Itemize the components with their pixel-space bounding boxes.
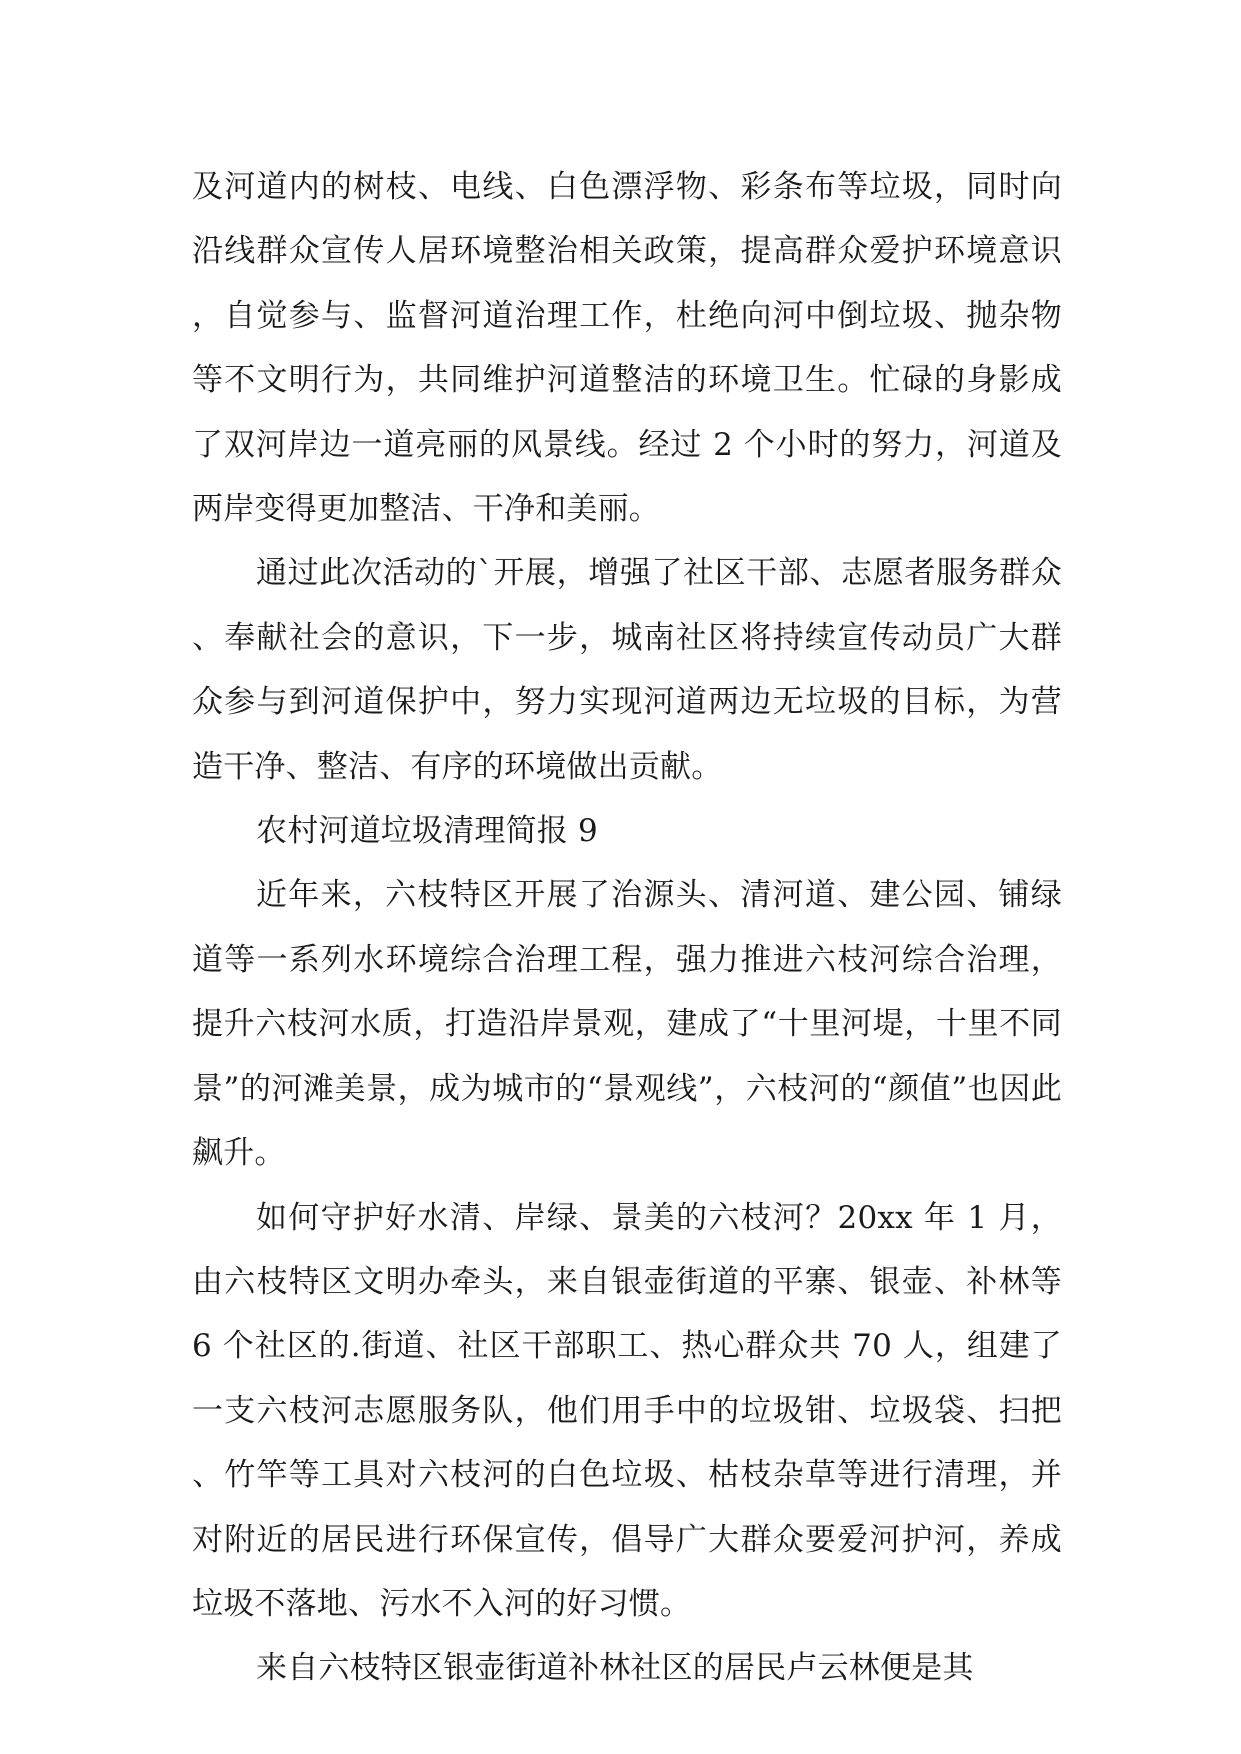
paragraph-4: 如何守护好水清、岸绿、景美的六枝河？20xx 年 1 月，由六枝特区文明办牵头，来自银壶街道的平寨、银壶、补林等 6 个社区的.街道、社区干部职工、热心群众共 70 人，组建了一支六枝河志愿服务队，他们用手中的垃圾钳、垃圾袋、扫把、竹竿等工具对六枝河的白色垃圾、枯枝杂草等进行清理，并对附近的居民进行环保宣传，倡导广大群众要爱河护河，养成垃圾不落地、污水不入河的好习惯。	[192, 1199, 1062, 1622]
paragraph-3: 近年来，六枝特区开展了治源头、清河道、建公园、铺绿道等一系列水环境综合治理工程，强力推进六枝河综合治理，提升六枝河水质，打造沿岸景观，建成了“十里河堤，十里不同景”的河滩美景，成为城市的“景观线”，六枝河的“颜值”也因此飙升。	[192, 877, 1062, 1172]
section-title: 农村河道垃圾清理简报 9	[256, 813, 598, 850]
paragraph-5: 来自六枝特区银壶街道补林社区的居民卢云林便是其	[256, 1650, 974, 1687]
paragraph-2: 通过此次活动的`开展，增强了社区干部、志愿者服务群众、奉献社会的意识，下一步，城南社区将持续宣传动员广大群众参与到河道保护中，努力实现河道两边无垃圾的目标，为营造干净、整洁、有序的环境做出贡献。	[192, 555, 1062, 785]
document-page	[192, 155, 1062, 1701]
paragraph-1: 及河道内的树枝、电线、白色漂浮物、彩条布等垃圾，同时向沿线群众宣传人居环境整治相关政策，提高群众爱护环境意识，自觉参与、监督河道治理工作，杜绝向河中倒垃圾、抛杂物等不文明行为，共同维护河道整洁的环境卫生。忙碌的身影成了双河岸边一道亮丽的风景线。经过 2 个小时的努力，河道及两岸变得更加整洁、干净和美丽。	[192, 169, 1062, 528]
